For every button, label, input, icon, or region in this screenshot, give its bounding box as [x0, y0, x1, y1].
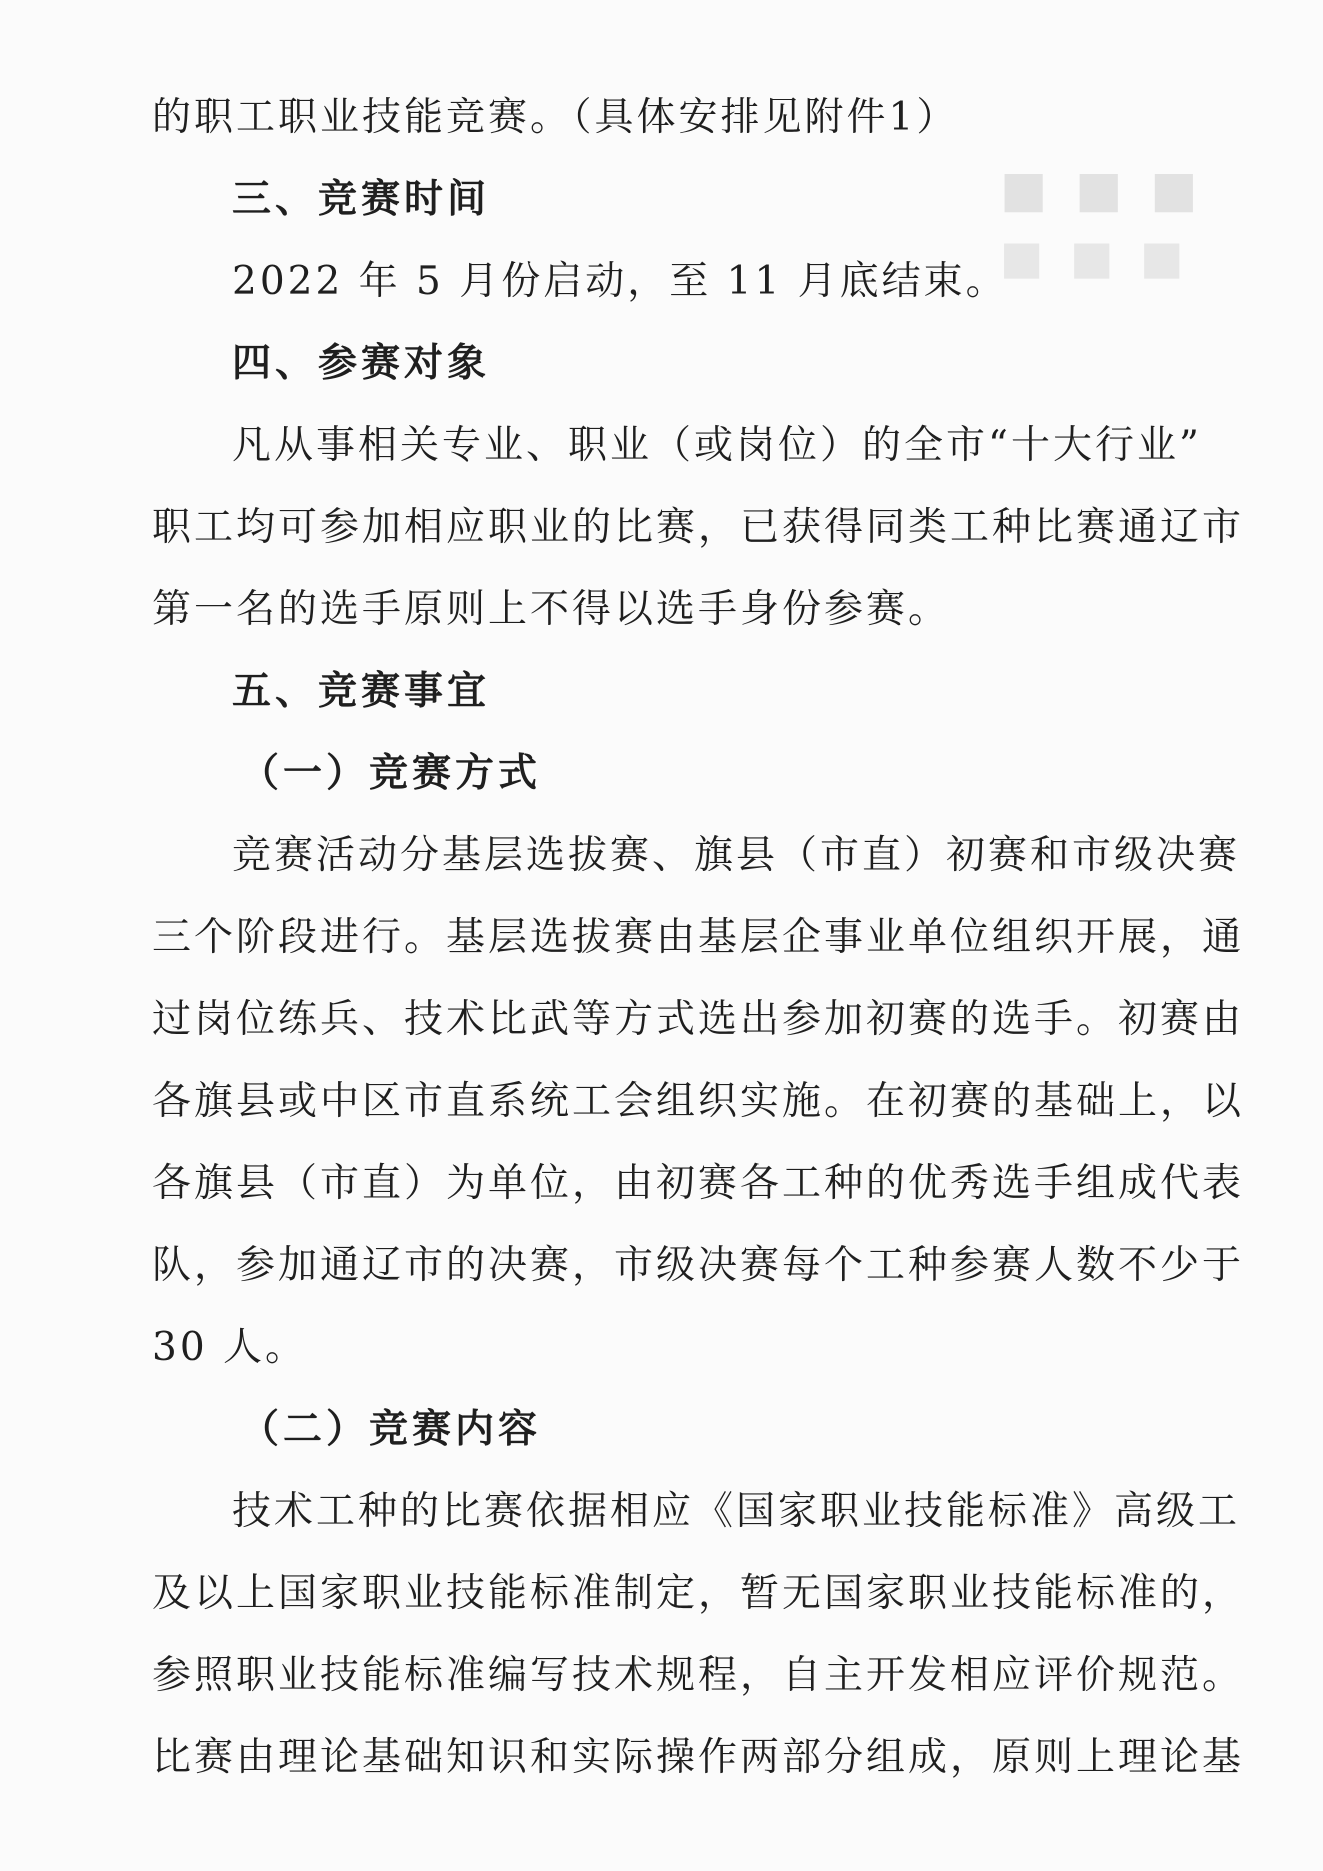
text-line-19: 及以上国家职业技能标准制定，暂无国家职业技能标准的， [152, 1571, 1245, 1616]
text-line-3: 2022 年 5 月份启动，至 11 月底结束。 [232, 259, 1008, 304]
text-line-18: 技术工种的比赛依据相应《国家职业技能标准》高级工 [232, 1489, 1241, 1534]
show-through-decoration: ■ ■ ■ [1000, 160, 1204, 218]
text-line-21: 比赛由理论基础知识和实际操作两部分组成，原则上理论基 [152, 1735, 1245, 1780]
text-line-5: 凡从事相关专业、职业（或岗位）的全市“十大行业” [232, 423, 1202, 468]
text-line-13: 各旗县或中区市直系统工会组织实施。在初赛的基础上，以 [152, 1079, 1245, 1124]
show-through-decoration-2: ■ ■ ■ [1000, 230, 1190, 284]
subsection-heading-content: （二）竞赛内容 [240, 1407, 542, 1452]
text-line-7: 第一名的选手原则上不得以选手身份参赛。 [152, 587, 951, 632]
section-heading-time: 三、竞赛时间 [232, 177, 491, 222]
subsection-heading-method: （一）竞赛方式 [240, 751, 542, 796]
text-line-6: 职工均可参加相应职业的比赛，已获得同类工种比赛通辽市 [152, 505, 1245, 550]
section-heading-matters: 五、竞赛事宜 [232, 669, 491, 714]
section-heading-participants: 四、参赛对象 [232, 341, 491, 386]
text-line-10: 竞赛活动分基层选拔赛、旗县（市直）初赛和市级决赛 [232, 833, 1241, 878]
text-line-20: 参照职业技能标准编写技术规程，自主开发相应评价规范。 [152, 1653, 1245, 1698]
text-line-16: 30 人。 [152, 1325, 308, 1370]
text-line-11: 三个阶段进行。基层选拔赛由基层企事业单位组织开展，通 [152, 915, 1245, 960]
text-line-14: 各旗县（市直）为单位，由初赛各工种的优秀选手组成代表 [152, 1161, 1245, 1206]
text-line-12: 过岗位练兵、技术比武等方式选出参加初赛的选手。初赛由 [152, 997, 1245, 1042]
text-line-15: 队，参加通辽市的决赛，市级决赛每个工种参赛人数不少于 [152, 1243, 1245, 1288]
text-line-1: 的职工职业技能竞赛。（具体安排见附件1） [152, 95, 959, 140]
